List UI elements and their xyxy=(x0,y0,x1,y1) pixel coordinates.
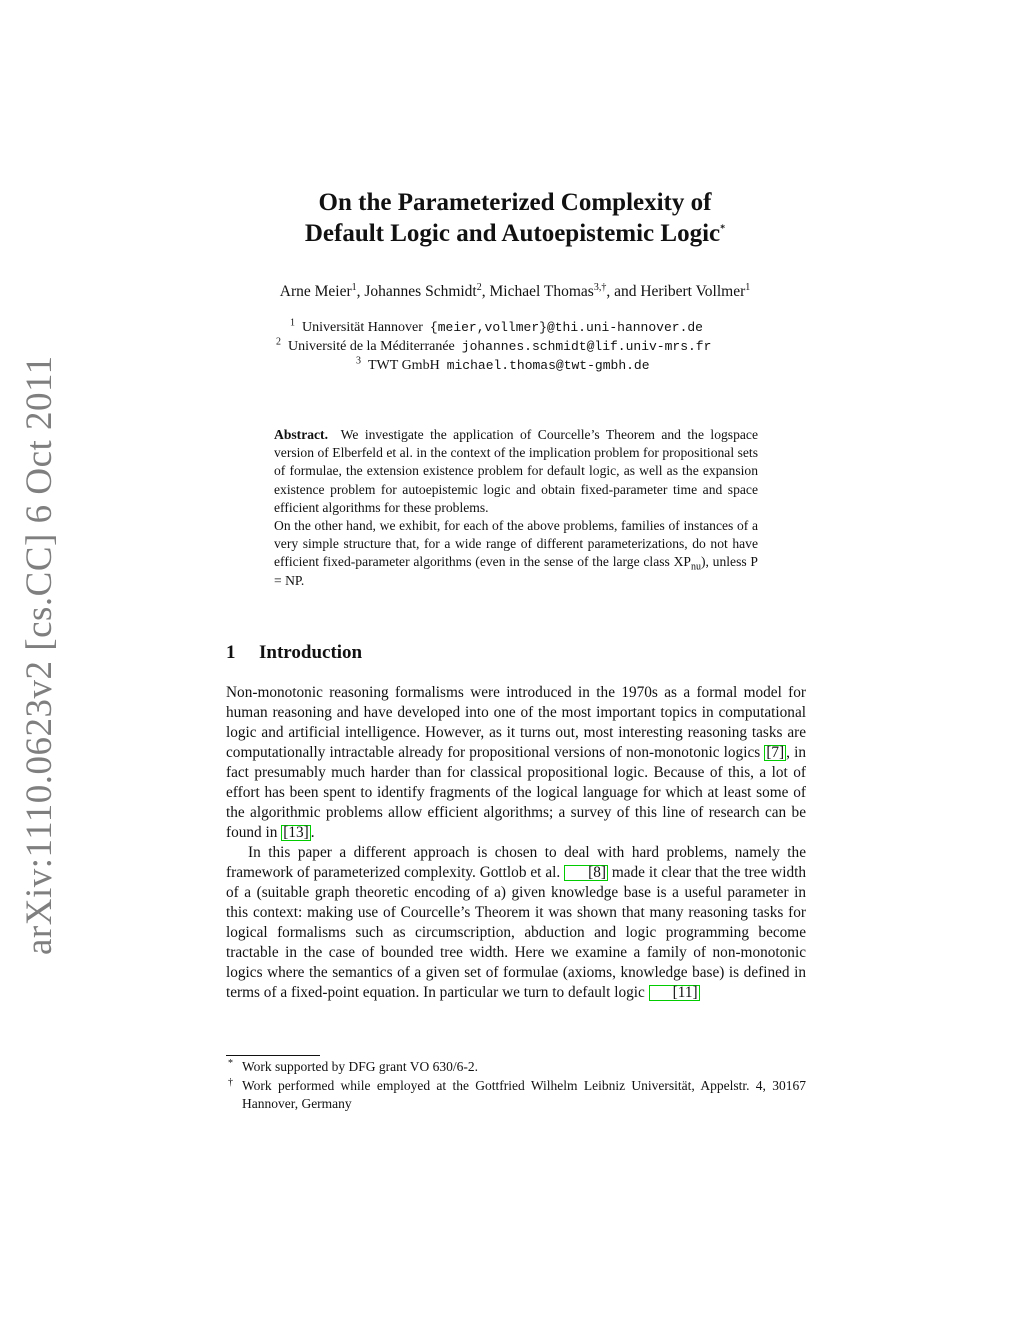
author: Johannes Schmidt xyxy=(364,283,477,300)
arxiv-side-stamp: arXiv:1110.0623v2 [cs.CC] 6 Oct 2011 xyxy=(19,355,60,955)
abstract-paragraph-2: On the other hand, we exhibit, for each of the above problems, families of instances of a very simple structure that, for a wide range of different parameterizations, do not have efficient fixed-parameter algorithms (even in the sense of the large class $XP_{nu}$), unless P = NP. xyxy=(274,518,758,588)
affiliation-3: $^3$ TWT GmbH michael.thomas@twt-gmbh.de xyxy=(356,355,650,373)
footnote-rule xyxy=(226,1055,320,1056)
footnote: † Work performed while employed at the Gottfried Wilhelm Leibniz Universität, Appelstr. 4, 30167 Hannover, Germany xyxy=(228,1076,806,1111)
affiliation-2: $^2$ Université de la Méditerranée johannes.schmidt@lif.univ-mrs.fr xyxy=(276,336,712,354)
abstract xyxy=(274,426,758,590)
citation-link[interactable]: [7] xyxy=(766,744,785,761)
author-list: Arne Meier$^1$, Johannes Schmidt$^2$, Michael Thomas$^{3,\dagger}$, and Heribert Vollmer$^1$ xyxy=(279,281,751,300)
affiliation-1: $^1$ Universität Hannover {meier,vollmer}@thi.uni-hannover.de xyxy=(290,317,703,335)
affiliation-email[interactable]: michael.thomas@twt-gmbh.de xyxy=(446,358,650,373)
title-line-2: Default Logic and Autoepistemic Logic* xyxy=(304,220,726,247)
body-paragraph-1: Non-monotonic reasoning formalisms were introduced in the 1970s as a formal model for human reasoning and have developed into one of the most important topics in computational logic and artificial intelligence. However, as it turns out, most interesting reasoning tasks are computationally intractable already for propositional versions of non-monotonic logics [7] , in fact presumably much harder than for classical propositional logic. Because of this, a lot of effort has been spent to identify fragments of the logical language for which at least some of the algorithmic problems allow efficient algorithms; a survey of this line of research can be found in [13] . xyxy=(226,684,806,841)
author: Michael Thomas xyxy=(489,283,594,300)
footnote: * Work supported by DFG grant VO 630/6-2. xyxy=(228,1058,479,1074)
title-line-1: On the Parameterized Complexity of xyxy=(318,189,712,216)
affiliation-email[interactable]: johannes.schmidt@lif.univ-mrs.fr xyxy=(461,339,712,354)
citation-link[interactable]: [8] xyxy=(564,865,608,881)
title-footnote-mark: * xyxy=(720,223,726,235)
body-text xyxy=(226,683,806,1003)
author: Heribert Vollmer xyxy=(640,283,746,300)
paper-title xyxy=(200,187,830,249)
citation-link[interactable]: [11] xyxy=(649,985,700,1001)
author: Arne Meier xyxy=(279,283,352,300)
footnotes xyxy=(226,1058,806,1114)
section-title: Introduction xyxy=(259,642,363,663)
abstract-heading: Abstract. xyxy=(274,427,328,442)
citation-link[interactable]: [13] xyxy=(283,824,309,841)
section-number: 1 xyxy=(226,642,236,663)
abstract-paragraph-1: Abstract. We investigate the application of Courcelle’s Theorem and the logspace version of Elberfeld et al. in the context of the implication problem for propositional sets of formulae, the extension existence problem for default logic, as well as the expansion existence problem for autoepistemic logic and obtain fixed-parameter time and space efficient algorithms for these problems. xyxy=(274,427,758,515)
body-paragraph-2: In this paper a different approach is chosen to deal with hard problems, namely the framework of parameterized complexity. Gottlob et al. [8] made it clear that the tree width of a (suitable graph theoretic encoding of a) given knowledge base is a useful parameter in this context: making use of Courcelle’s Theorem it was shown that many reasoning tasks for logical formalisms such as circumscription, abduction and logic programming become tractable in the case of bounded tree width. Here we examine a family of non-monotonic logics where the semantics of a given set of formulae (axioms, knowledge base) is defined in terms of a fixed-point equation. In particular we turn to default logic [11] xyxy=(226,844,806,1001)
section-heading xyxy=(226,642,362,664)
affiliation-email[interactable]: {meier,vollmer}@thi.uni-hannover.de xyxy=(429,320,703,335)
